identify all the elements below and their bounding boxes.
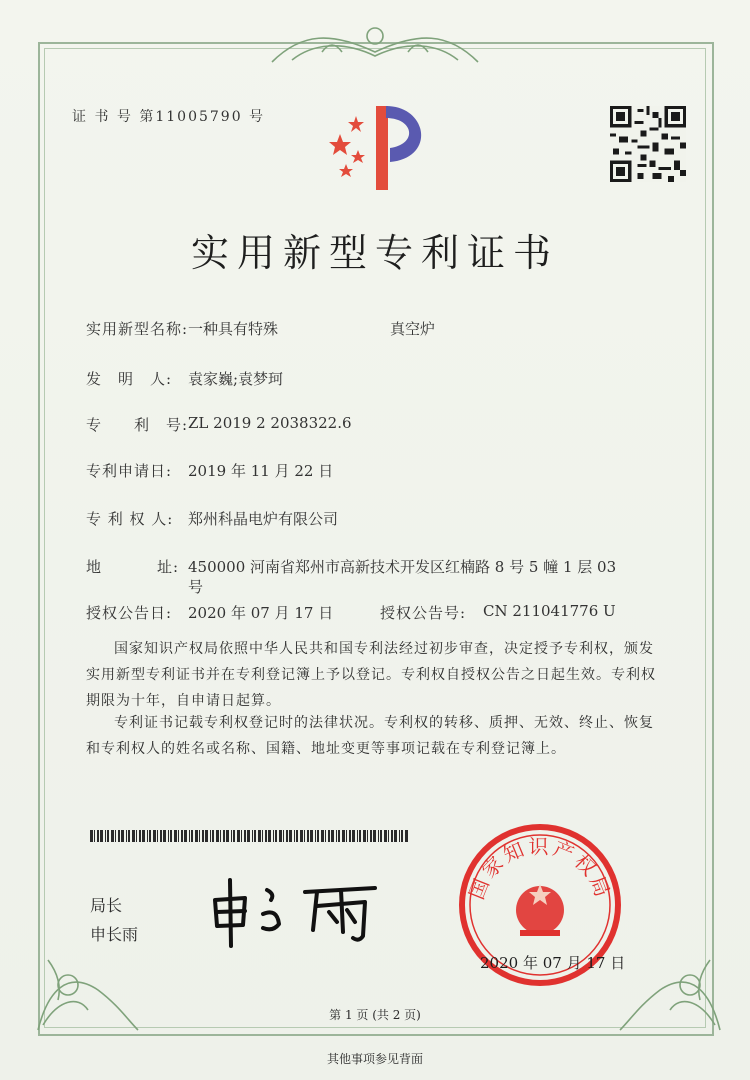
address-value-line2: 号 bbox=[188, 578, 204, 596]
bottom-right-ornament bbox=[610, 930, 730, 1040]
patent-number-value: ZL 2019 2 2038322.6 bbox=[188, 414, 352, 432]
model-name-value-part1: 一种具有特殊 bbox=[188, 320, 279, 338]
director-name: 申长雨 bbox=[90, 925, 139, 944]
inventor-label: 发 明 人: bbox=[86, 370, 173, 388]
grant-date-value: 2020 年 07 月 17 日 bbox=[188, 604, 334, 622]
barcode bbox=[90, 830, 410, 842]
grant-number-label: 授权公告号: bbox=[380, 604, 467, 622]
director-title: 局长 bbox=[90, 896, 123, 915]
certificate-title: 实用新型专利证书 bbox=[190, 231, 559, 275]
qr-code bbox=[610, 106, 686, 182]
address-label-part2: 址: bbox=[157, 558, 180, 576]
seal-text: 国家知识产权局 bbox=[464, 834, 616, 903]
page-number: 第 1 页 (共 2 页) bbox=[329, 1008, 421, 1022]
bottom-left-ornament bbox=[28, 930, 148, 1040]
application-date-value: 2019 年 11 月 22 日 bbox=[188, 462, 334, 480]
patent-office-logo-icon bbox=[318, 98, 440, 198]
handwritten-signature bbox=[205, 870, 395, 950]
application-date-label: 专利申请日: bbox=[86, 462, 173, 480]
footer-note: 其他事项参见背面 bbox=[326, 1052, 423, 1066]
patent-number-label: 专 利 号: bbox=[86, 416, 189, 434]
grant-date-label: 授权公告日: bbox=[86, 604, 173, 622]
body-paragraph-1: 国家知识产权局依照中华人民共和国专利法经过初步审查，决定授予专利权，颁发实用新型专利证书并在专利登记簿上予以登记。专利权自授权公告之日起生效。专利权期限为十年，自申请日起算。 bbox=[86, 641, 656, 709]
body-paragraph-2: 专利证书记载专利权登记时的法律状况。专利权的转移、质押、无效、终止、恢复和专利权人的姓名或名称、国籍、地址变更等事项记载在专利登记簿上。 bbox=[86, 715, 654, 757]
seal-date: 2020 年 07 月 17 日 bbox=[480, 954, 626, 972]
model-name-label: 实用新型名称: bbox=[86, 320, 189, 338]
grant-number-value: CN 211041776 U bbox=[483, 602, 616, 620]
address-value-line1: 450000 河南省郑州市高新技术开发区红楠路 8 号 5 幢 1 层 03 bbox=[188, 558, 617, 576]
patentee-value: 郑州科晶电炉有限公司 bbox=[188, 510, 339, 528]
model-name-value-part2: 真空炉 bbox=[390, 320, 436, 338]
top-ornament bbox=[262, 22, 488, 68]
certificate-number: 证 书 号 第11005790 号 bbox=[72, 109, 266, 125]
address-label-part1: 地 bbox=[86, 558, 103, 576]
inventor-value: 袁家巍;袁梦珂 bbox=[188, 370, 284, 388]
patentee-label: 专 利 权 人: bbox=[86, 510, 174, 528]
